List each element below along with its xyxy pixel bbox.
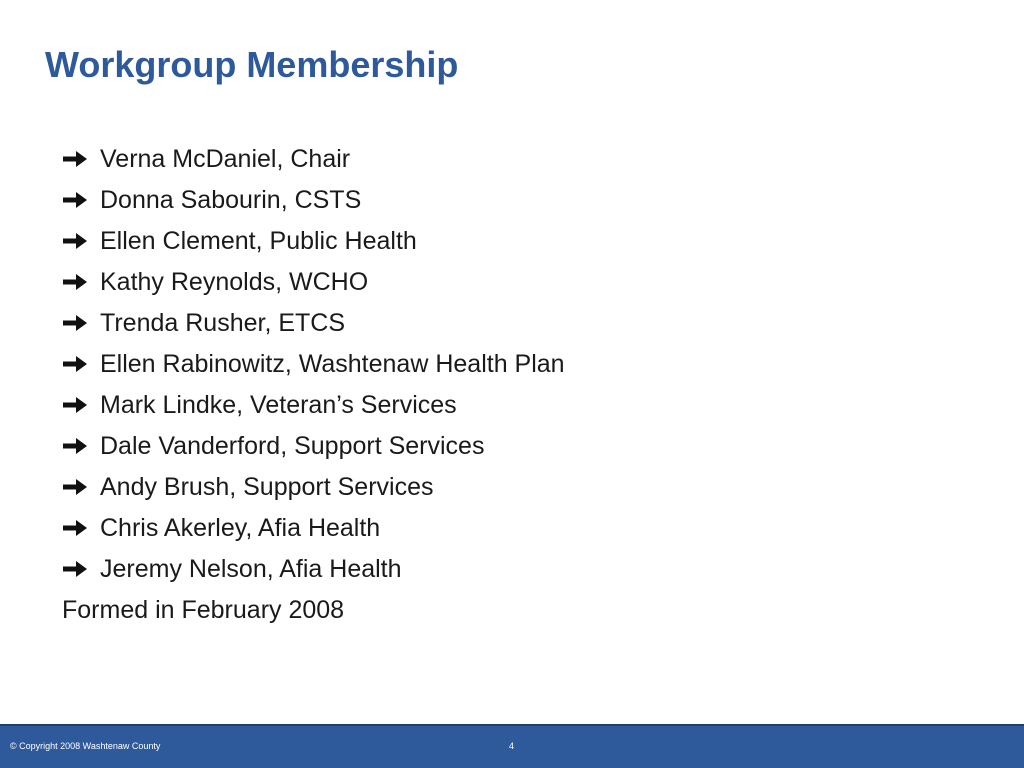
list-item xyxy=(62,221,565,262)
list-item xyxy=(62,467,565,508)
member-name: Kathy Reynolds, WCHO xyxy=(100,268,369,296)
member-name: Trenda Rusher, ETCS xyxy=(100,309,346,337)
page-number: 4 xyxy=(509,741,515,751)
list-item xyxy=(62,344,565,385)
member-name: Ellen Rabinowitz, Washtenaw Health Plan xyxy=(100,350,565,378)
slide-title: Workgroup Membership xyxy=(45,44,459,85)
list-item xyxy=(62,262,565,303)
list-item xyxy=(62,139,565,180)
list-item xyxy=(62,385,565,426)
arrow-right-icon xyxy=(62,273,88,291)
member-name: Verna McDaniel, Chair xyxy=(100,145,351,173)
formation-note: Formed in February 2008 xyxy=(62,596,345,624)
arrow-right-icon xyxy=(62,478,88,496)
list-item xyxy=(62,426,565,467)
member-name: Chris Akerley, Afia Health xyxy=(100,514,381,542)
footer-bar xyxy=(0,724,1024,768)
arrow-right-icon xyxy=(62,232,88,250)
arrow-right-icon xyxy=(62,191,88,209)
arrow-right-icon xyxy=(62,314,88,332)
list-item xyxy=(62,303,565,344)
arrow-right-icon xyxy=(62,519,88,537)
copyright-text: © Copyright 2008 Washtenaw County xyxy=(10,741,161,751)
member-list xyxy=(62,139,565,590)
member-name: Donna Sabourin, CSTS xyxy=(100,186,362,214)
arrow-right-icon xyxy=(62,560,88,578)
member-name: Jeremy Nelson, Afia Health xyxy=(100,555,402,583)
member-name: Ellen Clement, Public Health xyxy=(100,227,417,255)
arrow-right-icon xyxy=(62,150,88,168)
list-item xyxy=(62,549,565,590)
list-item xyxy=(62,508,565,549)
arrow-right-icon xyxy=(62,396,88,414)
member-name: Mark Lindke, Veteran’s Services xyxy=(100,391,457,419)
member-name: Andy Brush, Support Services xyxy=(100,473,434,501)
arrow-right-icon xyxy=(62,437,88,455)
arrow-right-icon xyxy=(62,355,88,373)
member-name: Dale Vanderford, Support Services xyxy=(100,432,485,460)
list-item xyxy=(62,180,565,221)
